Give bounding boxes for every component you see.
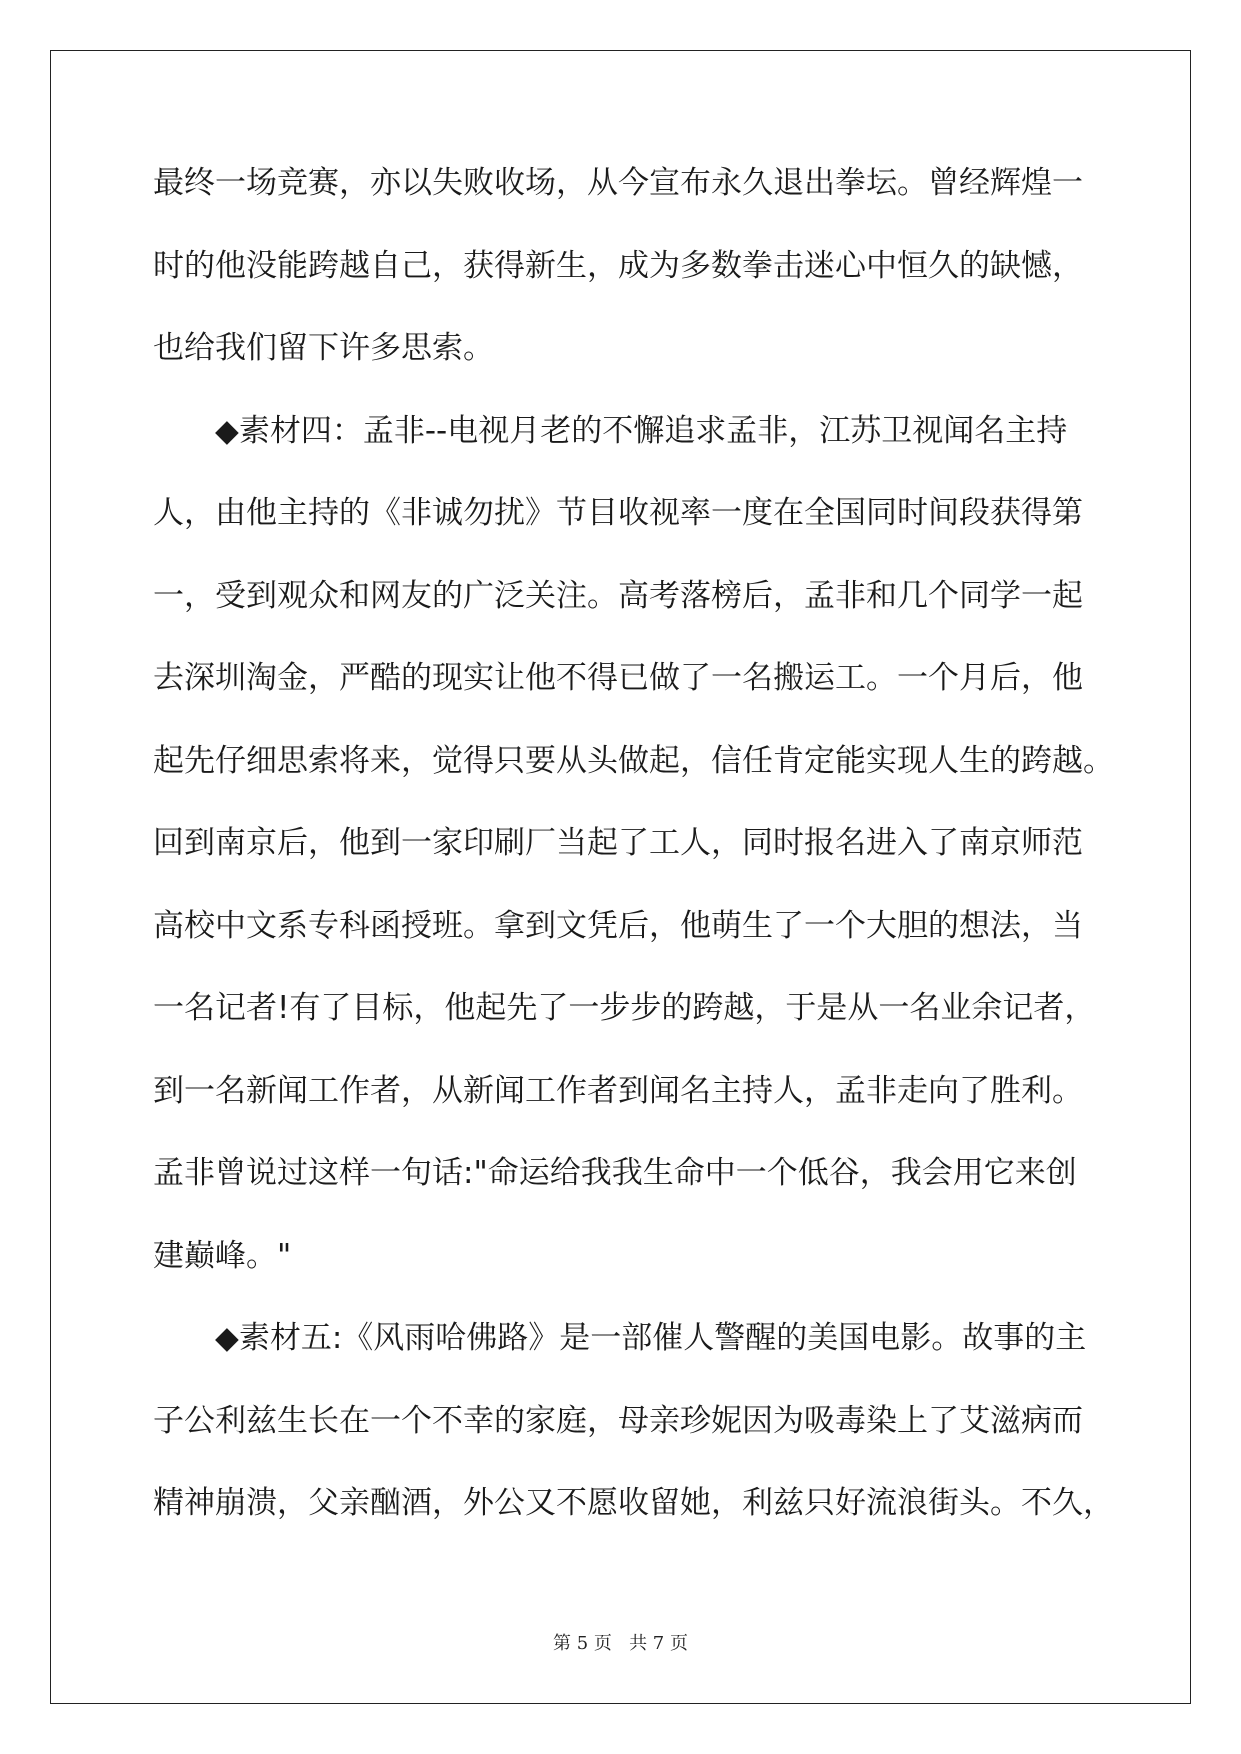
- paragraph-first-line: ◆素材五:《风雨哈佛路》是一部催人警醒的美国电影。故事的主: [215, 1320, 1087, 1356]
- paragraph-first-line: ◆素材四：孟非--电视月老的不懈追求孟非，江苏卫视闻名主持: [215, 412, 1068, 449]
- text-line: 到一名新闻工作者，从新闻工作者到闻名主持人，孟非走向了胜利。: [153, 1072, 1083, 1109]
- text-line: 高校中文系专科函授班。拿到文凭后，他萌生了一个大胆的想法，当: [153, 907, 1083, 944]
- text-line: 回到南京后，他到一家印刷厂当起了工人，同时报名进入了南京师范: [153, 825, 1083, 861]
- page-footer: [0, 1629, 1241, 1655]
- document-body: [153, 163, 1119, 1566]
- page-total: 共 7 页: [629, 1633, 688, 1654]
- text-line: 时的他没能跨越自己，获得新生，成为多数拳击迷心中恒久的缺憾，: [153, 247, 1083, 284]
- text-line: 也给我们留下许多思索。: [153, 330, 494, 366]
- text-line: 人，由他主持的《非诚勿扰》节目收视率一度在全国同时间段获得第: [153, 495, 1083, 531]
- text-line: 去深圳淘金，严酷的现实让他不得已做了一名搬运工。一个月后，他: [153, 660, 1083, 696]
- text-line: 建巅峰。": [153, 1237, 292, 1274]
- text-line: 精神崩溃，父亲酗酒，外公又不愿收留她，利兹只好流浪街头。不久，: [153, 1485, 1114, 1521]
- text-line: 孟非曾说过这样一句话:"命运给我我生命中一个低谷，我会用它来创: [153, 1155, 1077, 1191]
- text-line: 一名记者!有了目标，他起先了一步步的跨越，于是从一名业余记者，: [153, 990, 1096, 1026]
- text-line: 起先仔细思索将来，觉得只要从头做起，信任肯定能实现人生的跨越。: [153, 742, 1114, 779]
- text-line: 一，受到观众和网友的广泛关注。高考落榜后，孟非和几个同学一起: [153, 577, 1083, 614]
- text-line: 最终一场竞赛，亦以失败收场，从今宣布永久退出拳坛。曾经辉煌一: [153, 165, 1083, 201]
- text-line: 子公利兹生长在一个不幸的家庭，母亲珍妮因为吸毒染上了艾滋病而: [153, 1402, 1083, 1439]
- page-number: 第 5 页: [553, 1633, 612, 1654]
